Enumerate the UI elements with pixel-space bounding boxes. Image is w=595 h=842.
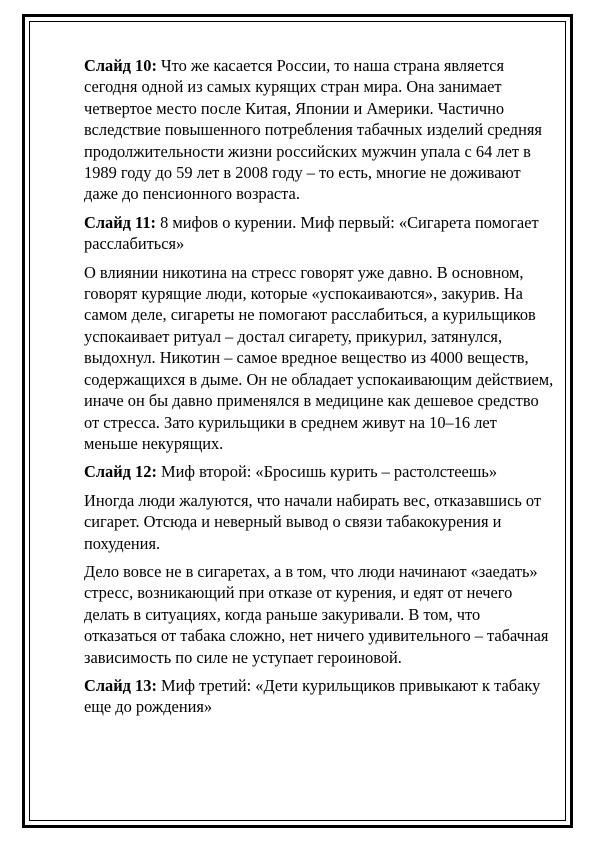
paragraph-slide-10 — [84, 55, 554, 205]
paragraph-text: О влиянии никотина на стресс говорят уже давно. В основном, говорят курящие люди, которые «успокаиваются», закурив. На самом деле, сигареты не помогают расслабиться, а курильщиков успокаивает ритуал – достал сигарету, прикурил, затянулся, выдохнул. Никотин – самое вредное вещество из 4000 веществ, содержащихся в дыме. Он не обладает успокаивающим действием, иначе он бы давно применялся в медицине как дешевое средство от стресса. Зато курильщики в среднем живут на 10–16 лет меньше некурящих. — [84, 262, 554, 453]
paragraph-slide-11 — [84, 212, 554, 255]
paragraph-slide-13 — [84, 675, 554, 718]
slide-label: Слайд 11: — [84, 212, 157, 232]
paragraph-text: Иногда люди жалуются, что начали набирать вес, отказавшись от сигарет. Отсюда и неверный вывод о связи табакокурения и похудения. — [84, 490, 542, 553]
paragraph-text: Дело вовсе не в сигаретах, а в том, что люди начинают «заедать» стресс, возникающий при отказе от курения, и едят от нечего делать в ситуациях, когда раньше закуривали. В том, что отказаться от табака сложно, нет ничего удивительного – табачная зависимость по силе не уступает героиновой. — [84, 561, 549, 667]
slide-label: Слайд 10: — [84, 56, 157, 75]
paragraph-slide-12 — [84, 461, 554, 482]
paragraph-text: Миф второй: «Бросишь курить – растолстеешь» — [156, 462, 498, 482]
paragraph-text: Миф третий: «Дети курильщиков привыкают к табаку еще до рождения» — [84, 675, 541, 717]
paragraph-text: Что же касается России, то наша страна является сегодня одной из самых курящих стран мира. Она занимает четвертое место после Китая, Японии и Америки. Частично вследствие повышенного потребления табачных изделий средняя продолжительности жизни российских мужчин упала с 64 лет в 1989 году до 59 лет в 2008 году – то есть, многие не доживают даже до пенсионного возраста. — [84, 56, 542, 204]
slide-label: Слайд 13: — [84, 675, 157, 695]
slide-label: Слайд 12: — [84, 462, 157, 482]
paragraph-weight-gain — [84, 490, 554, 554]
paragraph-nicotine-stress — [84, 262, 554, 455]
paragraph-text: 8 мифов о курении. Миф первый: «Сигарета помогает расслабиться» — [84, 212, 539, 254]
paragraph-stress-eating — [84, 561, 554, 668]
document-body — [84, 55, 554, 725]
